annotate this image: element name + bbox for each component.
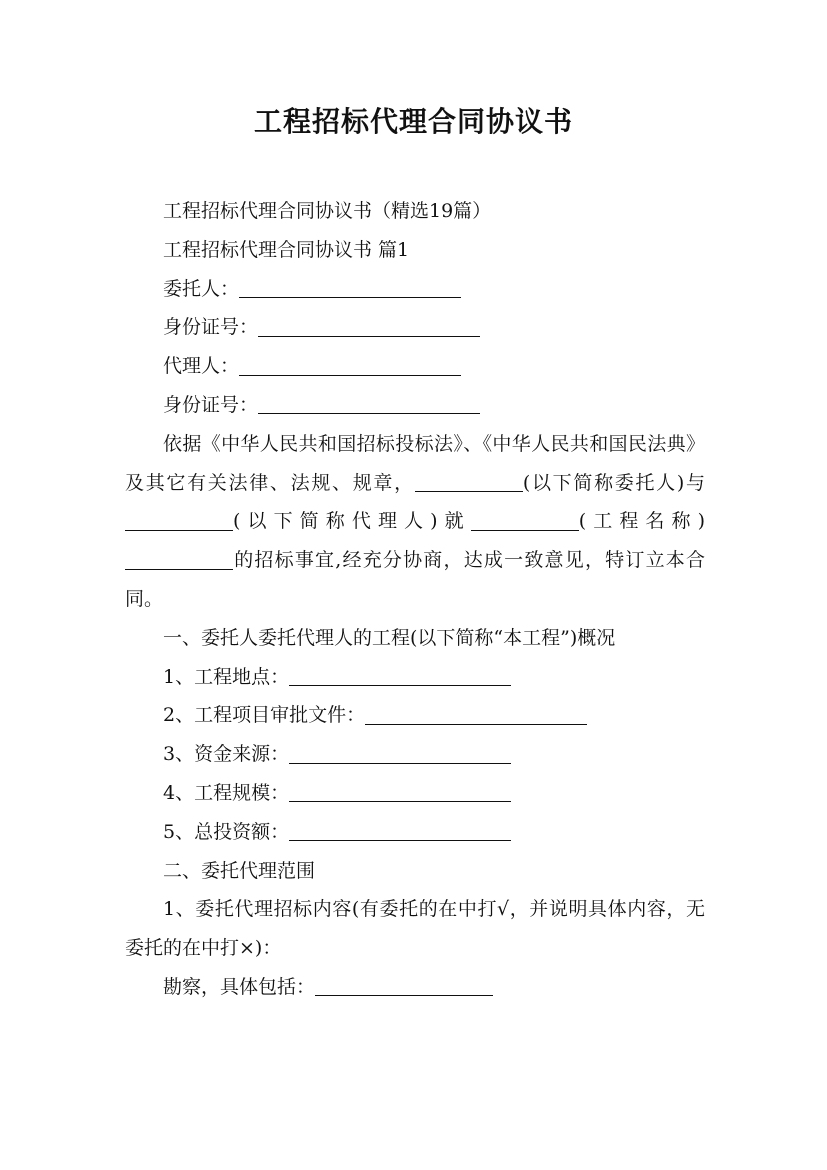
id-number-label-2: 身份证号：	[163, 393, 259, 416]
agent-name-blank[interactable]	[125, 510, 233, 531]
principal-label: 委托人：	[163, 277, 240, 300]
principal-line	[125, 270, 705, 309]
document-body	[125, 192, 705, 1007]
survey-blank[interactable]	[315, 975, 493, 996]
item-4-label: 4、工程规模：	[163, 781, 290, 804]
intro-text-b: (以下简称委托人)与	[522, 471, 705, 494]
section-1-text: 一、委托人委托代理人的工程(以下简称“本工程”)概况	[163, 626, 616, 649]
survey-line	[125, 968, 705, 1007]
item-4-blank[interactable]	[289, 781, 511, 802]
subtitle-line	[125, 192, 705, 231]
section-1-heading	[125, 619, 705, 658]
intro-text-c: (以下简称代理人)就	[233, 510, 471, 533]
agent-line	[125, 347, 705, 386]
project-detail-blank[interactable]	[125, 549, 233, 570]
chapter-heading: 工程招标代理合同协议书 篇1	[163, 238, 410, 261]
section-2-text: 二、委托代理范围	[163, 859, 316, 882]
id-number-label-1: 身份证号：	[163, 316, 259, 339]
id-number-blank-2[interactable]	[258, 393, 480, 414]
chapter-line	[125, 231, 705, 270]
scope-paragraph	[125, 890, 705, 968]
item-1-blank[interactable]	[289, 665, 511, 686]
item-3-blank[interactable]	[289, 743, 511, 764]
item-3-line	[125, 735, 705, 774]
item-2-line	[125, 696, 705, 735]
item-4-line	[125, 774, 705, 813]
scope-text: 1、委托代理招标内容(有委托的在中打√，并说明具体内容，无委托的在中打×)：	[125, 898, 705, 960]
item-5-line	[125, 813, 705, 852]
principal-name-blank[interactable]	[415, 471, 523, 492]
intro-text-a: 依据《中华人民共和国招标投标法》、《中华人民共和国民法典》及其它有关法律、法规、规章，	[125, 432, 705, 494]
id-number-blank-1[interactable]	[258, 316, 480, 337]
item-2-blank[interactable]	[365, 704, 587, 725]
agent-label: 代理人：	[163, 355, 240, 378]
item-3-label: 3、资金来源：	[163, 743, 290, 766]
item-1-line	[125, 658, 705, 697]
principal-blank[interactable]	[239, 277, 461, 298]
survey-label: 勘察，具体包括：	[163, 975, 316, 998]
project-name-blank[interactable]	[471, 510, 579, 531]
intro-text-d: (工程名称)	[578, 510, 706, 533]
section-2-heading	[125, 852, 705, 891]
agent-blank[interactable]	[239, 355, 461, 376]
item-2-label: 2、工程项目审批文件：	[163, 704, 366, 727]
document-title: 工程招标代理合同协议书	[253, 105, 573, 138]
intro-paragraph	[125, 425, 705, 619]
intro-text-e: 的招标事宜,经充分协商，达成一致意见，特订立本合同。	[125, 549, 705, 610]
item-1-label: 1、工程地点：	[163, 665, 290, 688]
subtitle-text: 工程招标代理合同协议书（精选19篇）	[163, 200, 492, 222]
item-5-blank[interactable]	[289, 820, 511, 841]
id-number-line-1	[125, 308, 705, 347]
id-number-line-2	[125, 386, 705, 425]
item-5-label: 5、总投资额：	[163, 820, 290, 843]
